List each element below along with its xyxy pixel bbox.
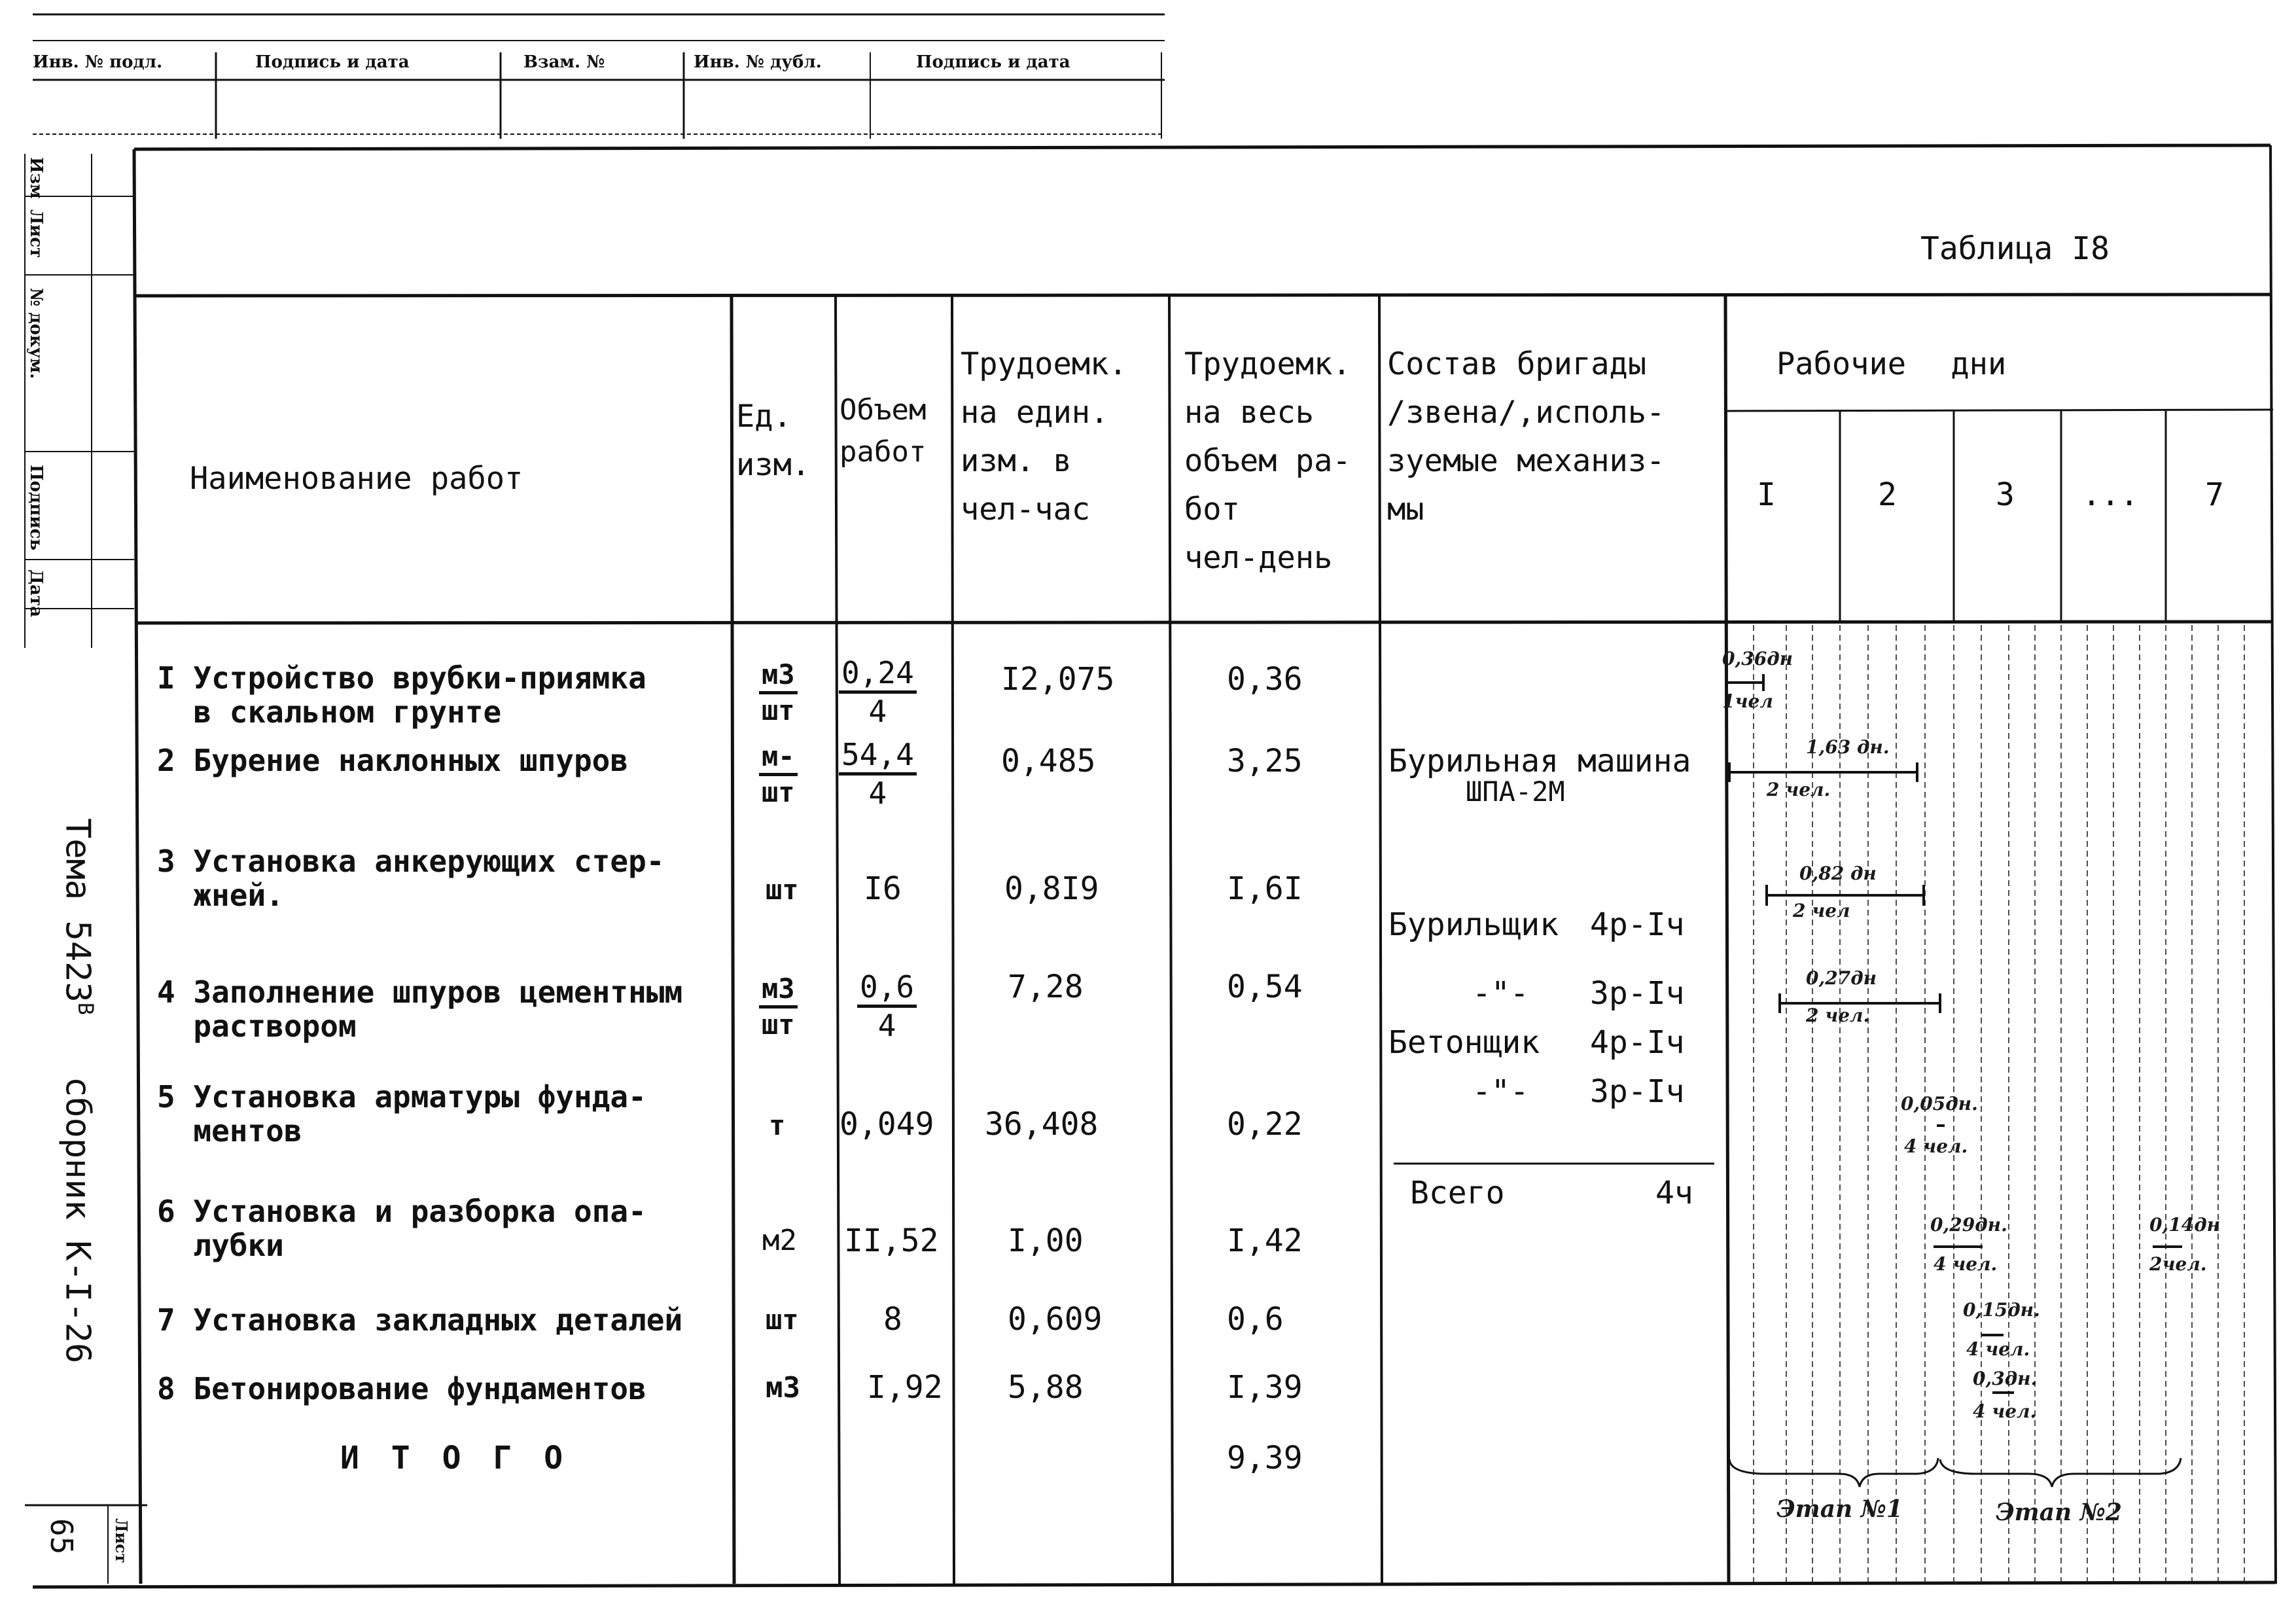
gantt-label-people: 2 чел. xyxy=(1767,779,1831,800)
stamp-sign-label: Подпись и дата xyxy=(255,52,410,72)
side-izm-label: Изм xyxy=(26,157,46,199)
row-unit: т xyxy=(769,1109,786,1141)
header-unit: Ед. изм. xyxy=(736,399,811,483)
row-labor-total: I,39 xyxy=(1227,1369,1303,1406)
gantt-label-days: 0,3дн. xyxy=(1973,1368,2038,1389)
stamp-sign2-label: Подпись и дата xyxy=(916,52,1070,72)
gantt-label-days: 0,36дн xyxy=(1722,648,1793,669)
header-labor-unit: Трудоемк. на един. изм. в чел-час xyxy=(961,346,1127,527)
header-labor-total: Трудоемк. на весь объем ра- бот чел-день xyxy=(1184,346,1351,576)
row-unit: м3 xyxy=(766,1371,800,1404)
day-number: 2 xyxy=(1878,476,1897,513)
gantt-label-people: 2чел. xyxy=(2149,1253,2207,1275)
day-number: 3 xyxy=(1996,476,2015,513)
row-unit: м- шт xyxy=(759,743,798,806)
table-row: 6 Установка и разборка опа- лубки xyxy=(157,1194,646,1263)
sheet-label: Лист xyxy=(112,1518,131,1563)
gantt-label-people: 1чел xyxy=(1722,690,1773,712)
crew-worker-rank: 3р-Iч xyxy=(1590,1073,1685,1110)
row-volume: $\frac{54,4}{4}$ xyxy=(839,740,917,808)
row-volume: $\frac{0,24}{4}$ xyxy=(839,658,917,726)
row-labor-total: 0,36 xyxy=(1227,661,1303,698)
row-labor-total: 0,22 xyxy=(1227,1106,1303,1143)
total-value: 9,39 xyxy=(1227,1440,1303,1476)
table-number: Таблица I8 xyxy=(1920,230,2110,267)
side-list-label: Лист xyxy=(26,209,46,259)
row-labor-unit: 7,28 xyxy=(1008,969,1084,1005)
day-number: I xyxy=(1757,476,1776,513)
crew-worker-rank: 4р-Iч xyxy=(1590,1024,1685,1061)
row-labor-total: 0,6 xyxy=(1227,1301,1284,1338)
crew-worker-name: Бетонщик xyxy=(1388,1024,1540,1061)
crew-worker-name: -"- xyxy=(1472,975,1529,1012)
row-unit: м3 шт xyxy=(759,661,798,724)
table-row: 7 Установка закладных деталей xyxy=(157,1302,683,1338)
crew-worker-name: Бурильщик xyxy=(1388,906,1559,943)
gantt-label-people: 4 чел. xyxy=(1904,1135,1968,1157)
row-volume: 8 xyxy=(883,1301,902,1338)
row-labor-total: 0,54 xyxy=(1227,969,1303,1005)
gantt-label-days: 0,29дн. xyxy=(1930,1214,2007,1236)
table-row: 2 Бурение наклонных шпуров xyxy=(157,743,629,778)
gantt-label-days: 0,15дн. xyxy=(1963,1299,2040,1321)
row-labor-unit: 0,485 xyxy=(1001,743,1096,779)
row-unit: м3 шт xyxy=(759,975,798,1039)
gantt-label-days: 0,27дн xyxy=(1806,967,1877,989)
header-volume: Объем работ xyxy=(839,393,927,469)
row-labor-unit: 5,88 xyxy=(1008,1369,1084,1406)
row-labor-unit: 0,609 xyxy=(1008,1301,1103,1338)
crew-total-label: Всего xyxy=(1410,1175,1505,1211)
row-volume: I,92 xyxy=(867,1369,943,1406)
crew-worker-rank: 3р-Iч xyxy=(1590,975,1685,1012)
row-volume: $\frac{0,6}{4}$ xyxy=(857,972,917,1041)
row-unit: шт xyxy=(766,874,799,906)
row-labor-unit: 0,8I9 xyxy=(1004,870,1099,907)
theme-title: Тема $5423^В$ сборник К-I-26 xyxy=(58,818,98,1364)
gantt-label-days: 1,63 дн. xyxy=(1806,736,1890,758)
crew-machine: Бурильная машина xyxy=(1388,743,1691,779)
table-row: 3 Установка анкерующих стер- жней. xyxy=(157,844,665,913)
stage-label: Этап №2 xyxy=(1996,1499,2122,1526)
crew-machine-model: ШПА-2М xyxy=(1466,776,1565,808)
row-labor-total: 3,25 xyxy=(1227,743,1303,779)
table-row: 8 Бетонирование фундаментов xyxy=(157,1371,646,1406)
gantt-label-days: 0,05дн. xyxy=(1901,1093,1978,1115)
crew-worker-name: -"- xyxy=(1472,1073,1529,1110)
day-number: ... xyxy=(2082,476,2139,513)
table-row: 5 Установка арматуры фунда- ментов xyxy=(157,1079,646,1149)
gantt-label-people: 2 чел xyxy=(1793,900,1850,921)
gantt-label-people: 4 чел. xyxy=(1934,1253,1998,1275)
header-crew: Состав бригады /звена/,исполь- зуемые механиз- мы xyxy=(1387,346,1665,527)
stage-label: Этап №1 xyxy=(1776,1495,1903,1523)
row-volume: II,52 xyxy=(844,1222,939,1259)
table-row: 4 Заполнение шпуров цементным раствором xyxy=(157,974,683,1044)
crew-worker-rank: 4р-Iч xyxy=(1590,906,1685,943)
stamp-inv-label: Инв. № подл. xyxy=(33,52,163,72)
gantt-label-people: 2 чел. xyxy=(1806,1005,1870,1026)
header-name: Наименование работ xyxy=(190,461,523,497)
row-unit: шт xyxy=(766,1304,799,1336)
table-row: I Устройство врубки-приямка в скальном грунте xyxy=(157,660,646,730)
row-labor-unit: 36,408 xyxy=(985,1106,1099,1143)
stamp-dup-label: Инв. № дубл. xyxy=(694,52,822,72)
gantt-label-days: 0,82 дн xyxy=(1799,863,1877,884)
side-sign-label: Подпись xyxy=(26,465,46,551)
sheet-number: 65 xyxy=(44,1518,79,1555)
row-labor-total: I,6I xyxy=(1227,870,1303,907)
row-labor-unit: I,00 xyxy=(1008,1222,1084,1259)
gantt-label-people: 4 чел. xyxy=(1973,1400,2037,1422)
gantt-label-days: 0,14дн xyxy=(2149,1214,2221,1236)
header-work-days: Рабочие дни xyxy=(1776,346,2007,382)
row-labor-total: I,42 xyxy=(1227,1222,1303,1259)
side-doc-label: № докум. xyxy=(26,288,46,380)
row-labor-unit: I2,075 xyxy=(1001,661,1115,698)
crew-total-value: 4ч xyxy=(1655,1175,1693,1211)
total-label: И Т О Г О xyxy=(340,1440,563,1476)
side-date-label: Дата xyxy=(26,569,46,617)
row-volume: I6 xyxy=(864,870,902,907)
day-number: 7 xyxy=(2205,476,2224,513)
row-unit: м2 xyxy=(762,1224,797,1257)
stamp-replace-label: Взам. № xyxy=(523,52,605,72)
gantt-label-people: 4 чел. xyxy=(1966,1338,2030,1360)
row-volume: 0,049 xyxy=(839,1106,934,1143)
